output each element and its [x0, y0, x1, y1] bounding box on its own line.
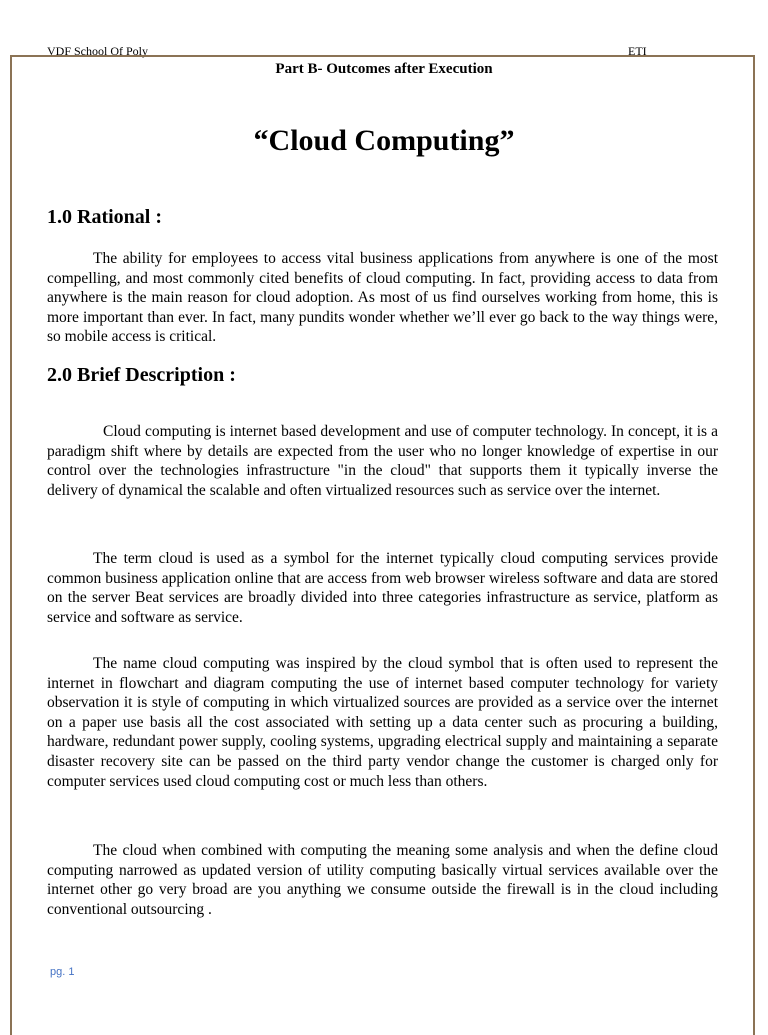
header-subject-code: ETI: [628, 44, 647, 58]
description-paragraph-1: Cloud computing is internet based development and use of computer technology. In concept, it is a paradigm shift where by details are expected from the user who no longer knowledge of expertise in our control over the technologies infrastructure "in the cloud" that supports them it typically inverse the delivery of dynamical the scalable and often virtualized resources such as service over the internet.: [47, 423, 718, 499]
rational-paragraph: The ability for employees to access vital business applications from anywhere is one of the most compelling, and most commonly cited benefits of cloud computing. In fact, providing access to data from anywhere is the main reason for cloud adoption. As most of us find ourselves working from home, this is more important than ever. In fact, many pundits wonder whether we’ll ever go back to the way things were, so mobile access is critical.: [47, 250, 718, 346]
document-title: “Cloud Computing”: [253, 124, 515, 157]
section-heading-description: 2.0 Brief Description :: [47, 364, 236, 386]
part-heading: Part B- Outcomes after Execution: [275, 61, 493, 77]
description-paragraph-2: The term cloud is used as a symbol for the internet typically cloud computing services provide common business application online that are access from web browser wireless software and data are stored on the server Beat services are broadly divided into three categories infrastructure as service, platform as service and software as service.: [47, 550, 718, 626]
description-paragraph-4: The cloud when combined with computing the meaning some analysis and when the define cloud computing narrowed as updated version of utility computing basically virtual services available over the internet other go very broad are you anything we consume outside the firewall is in the cloud including conventional outsourcing .: [47, 842, 718, 918]
header-school-name: VDF School Of Poly: [47, 44, 149, 58]
page-number: pg. 1: [50, 966, 75, 978]
description-paragraph-3: The name cloud computing was inspired by the cloud symbol that is often used to represent the internet in flowchart and diagram computing the use of internet based computer technology for variety observation it is style of computing in which virtualized sources are provided as a service over the internet on a paper use basis all the cost associated with setting up a data center such as procuring a building, hardware, redundant power supply, cooling systems, upgrading electrical supply and maintaining a separate disaster recovery site can be passed on the third party vendor change the customer is charged only for computer services used cloud computing cost or much less than others.: [47, 655, 718, 790]
section-heading-rational: 1.0 Rational :: [47, 206, 162, 228]
